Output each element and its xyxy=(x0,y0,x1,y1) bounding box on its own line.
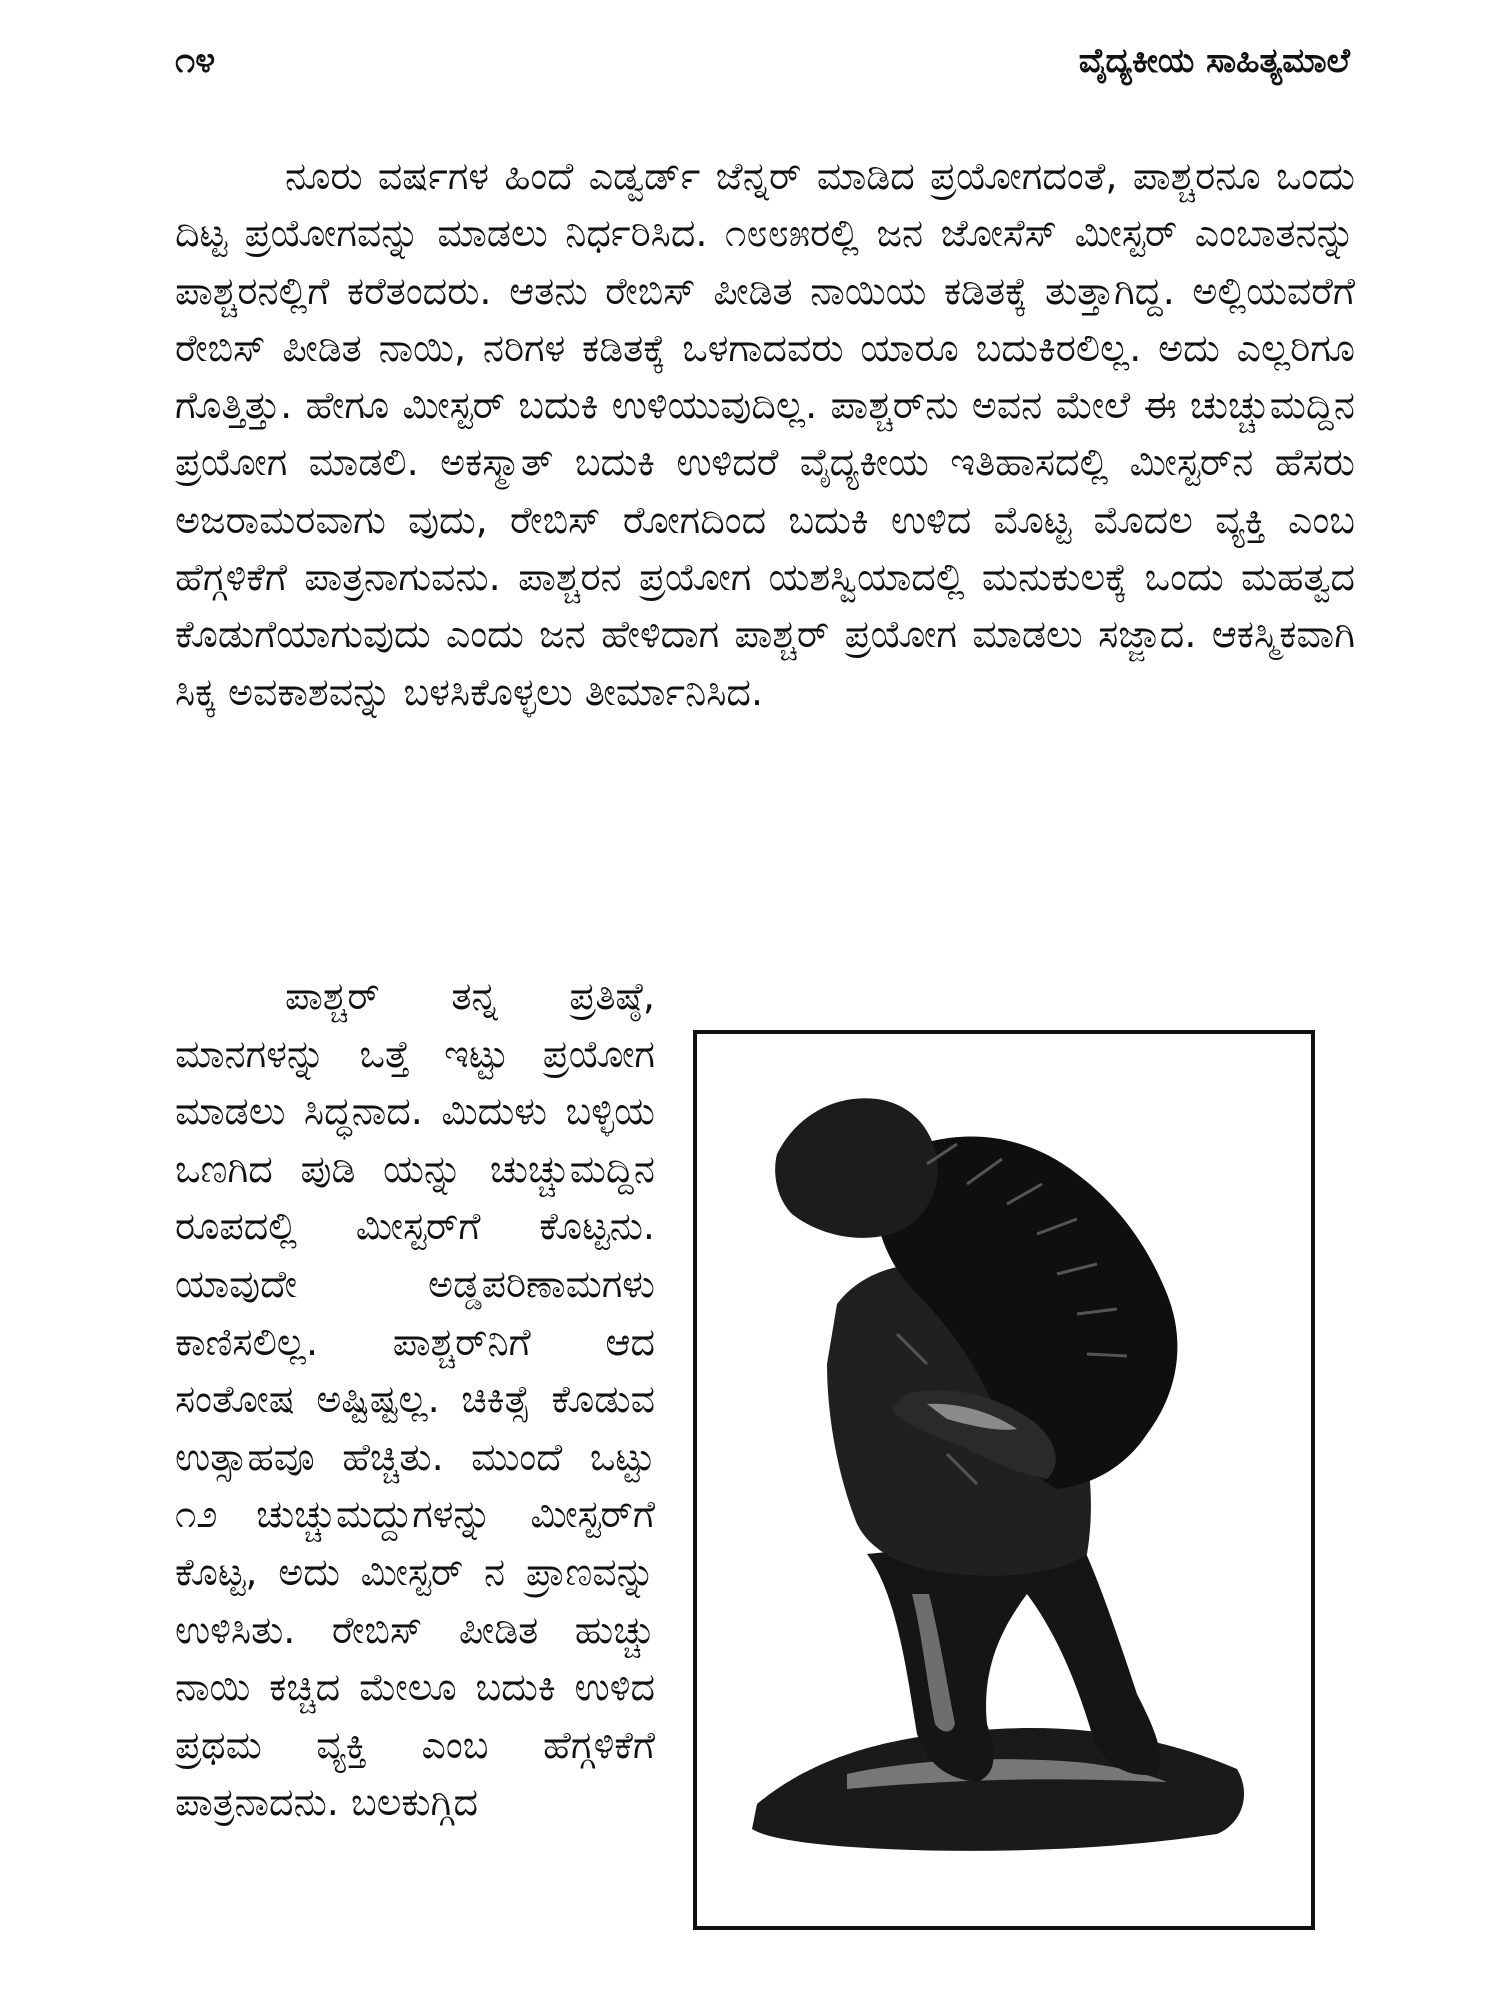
statue-illustration xyxy=(697,1034,1311,1926)
body-paragraph-1: ನೂರು ವರ್ಷಗಳ ಹಿಂದೆ ಎಡ್ವರ್ಡ್ ಜೆನ್ನರ್ ಮಾಡಿದ ಪ್ರಯೋಗದಂತೆ, ಪಾಶ್ಚರನೂ ಒಂದು ದಿಟ್ಟ ಪ್ರಯೋಗವನ್ನು ಮಾಡಲು ನಿರ್ಧರಿಸಿದ. ೧೮೮೫ರಲ್ಲಿ ಜನ ಜೋಸೆಸ್ ಮೀಸ್ಟರ್ ಎಂಬಾತನನ್ನು ಪಾಶ್ಚರನಲ್ಲಿಗೆ ಕರೆತಂದರು. ಆತನು ರೇಬಿಸ್ ಪೀಡಿತ ನಾಯಿಯ ಕಡಿತಕ್ಕೆ ತುತ್ತಾಗಿದ್ದ. ಅಲ್ಲಿಯವರೆಗೆ ರೇಬಿಸ್ ಪೀಡಿತ ನಾಯಿ, ನರಿಗಳ ಕಡಿತಕ್ಕೆ ಒಳಗಾದವರು ಯಾರೂ ಬದುಕಿರಲಿಲ್ಲ. ಅದು ಎಲ್ಲರಿಗೂ ಗೊತ್ತಿತ್ತು. ಹೇಗೂ ಮೀಸ್ಟರ್ ಬದುಕಿ ಉಳಿಯುವುದಿಲ್ಲ. ಪಾಶ್ಚರ್‌ನು ಅವನ ಮೇಲೆ ಈ ಚುಚ್ಚುಮದ್ದಿನ ಪ್ರಯೋಗ ಮಾಡಲಿ. ಅಕಸ್ಮಾತ್ ಬದುಕಿ ಉಳಿದರೆ ವೈದ್ಯಕೀಯ ಇತಿಹಾಸದಲ್ಲಿ ಮೀಸ್ಟರ್‌ನ ಹೆಸರು ಅಜರಾಮರವಾಗು ವುದು, ರೇಬಿಸ್ ರೋಗದಿಂದ ಬದುಕಿ ಉಳಿದ ಮೊಟ್ಟ ಮೊದಲ ವ್ಯಕ್ತಿ ಎಂಬ ಹೆಗ್ಗಳಿಕೆಗೆ ಪಾತ್ರನಾಗುವನು. ಪಾಶ್ಚರನ ಪ್ರಯೋಗ ಯಶಸ್ವಿಯಾದಲ್ಲಿ ಮನುಕುಲಕ್ಕೆ ಒಂದು ಮಹತ್ವದ ಕೊಡುಗೆಯಾಗುವುದು ಎಂದು ಜನ ಹೇಳಿದಾಗ ಪಾಶ್ಚರ್ ಪ್ರಯೋಗ ಮಾಡಲು ಸಜ್ಜಾದ. ಆಕಸ್ಮಿಕವಾಗಿ ಸಿಕ್ಕ ಅವಕಾಶವನ್ನು ಬಳಸಿಕೊಳ್ಳಲು ತೀರ್ಮಾನಿಸಿದ. xyxy=(175,154,1355,714)
statue-photo xyxy=(693,1030,1315,1930)
page-number: ೧೪ xyxy=(175,40,216,81)
body-paragraph-2: ಪಾಶ್ಚರ್ ತನ್ನ ಪ್ರತಿಷ್ಠೆ, ಮಾನಗಳನ್ನು ಒತ್ತೆ ಇಟ್ಟು ಪ್ರಯೋಗ ಮಾಡಲು ಸಿದ್ಧನಾದ. ಮಿದುಳು ಬಳ್ಳಿಯ ಒಣಗಿದ ಪುಡಿ ಯನ್ನು ಚುಚ್ಚುಮದ್ದಿನ ರೂಪದಲ್ಲಿ ಮೀಸ್ಟರ್‌ಗೆ ಕೊಟ್ಟನು. ಯಾವುದೇ ಅಡ್ಡಪರಿಣಾಮಗಳು ಕಾಣಿಸಲಿಲ್ಲ. ಪಾಶ್ಚರ್‌ನಿಗೆ ಆದ ಸಂತೋಷ ಅಷ್ಟಿಷ್ಟಲ್ಲ. ಚಿಕಿತ್ಸೆ ಕೊಡುವ ಉತ್ಸಾಹವೂ ಹೆಚ್ಚಿತು. ಮುಂದೆ ಒಟ್ಟು ೧೨ ಚುಚ್ಚುಮದ್ದುಗಳನ್ನು ಮೀಸ್ಟರ್‌ಗೆ ಕೊಟ್ಟ, ಅದು ಮೀಸ್ಟರ್ ನ ಪ್ರಾಣವನ್ನು ಉಳಿಸಿತು. ರೇಬಿಸ್ ಪೀಡಿತ ಹುಚ್ಚು ನಾಯಿ ಕಚ್ಚಿದ ಮೇಲೂ ಬದುಕಿ ಉಳಿದ ಪ್ರಥಮ ವ್ಯಕ್ತಿ ಎಂಬ ಹೆಗ್ಗಳಿಕೆಗೆ ಪಾತ್ರನಾದನು. ಬಲಕುಗ್ಗಿದ xyxy=(175,974,655,1825)
running-header-title: ವೈದ್ಯಕೀಯ ಸಾಹಿತ್ಯಮಾಲೆ xyxy=(1078,41,1350,81)
